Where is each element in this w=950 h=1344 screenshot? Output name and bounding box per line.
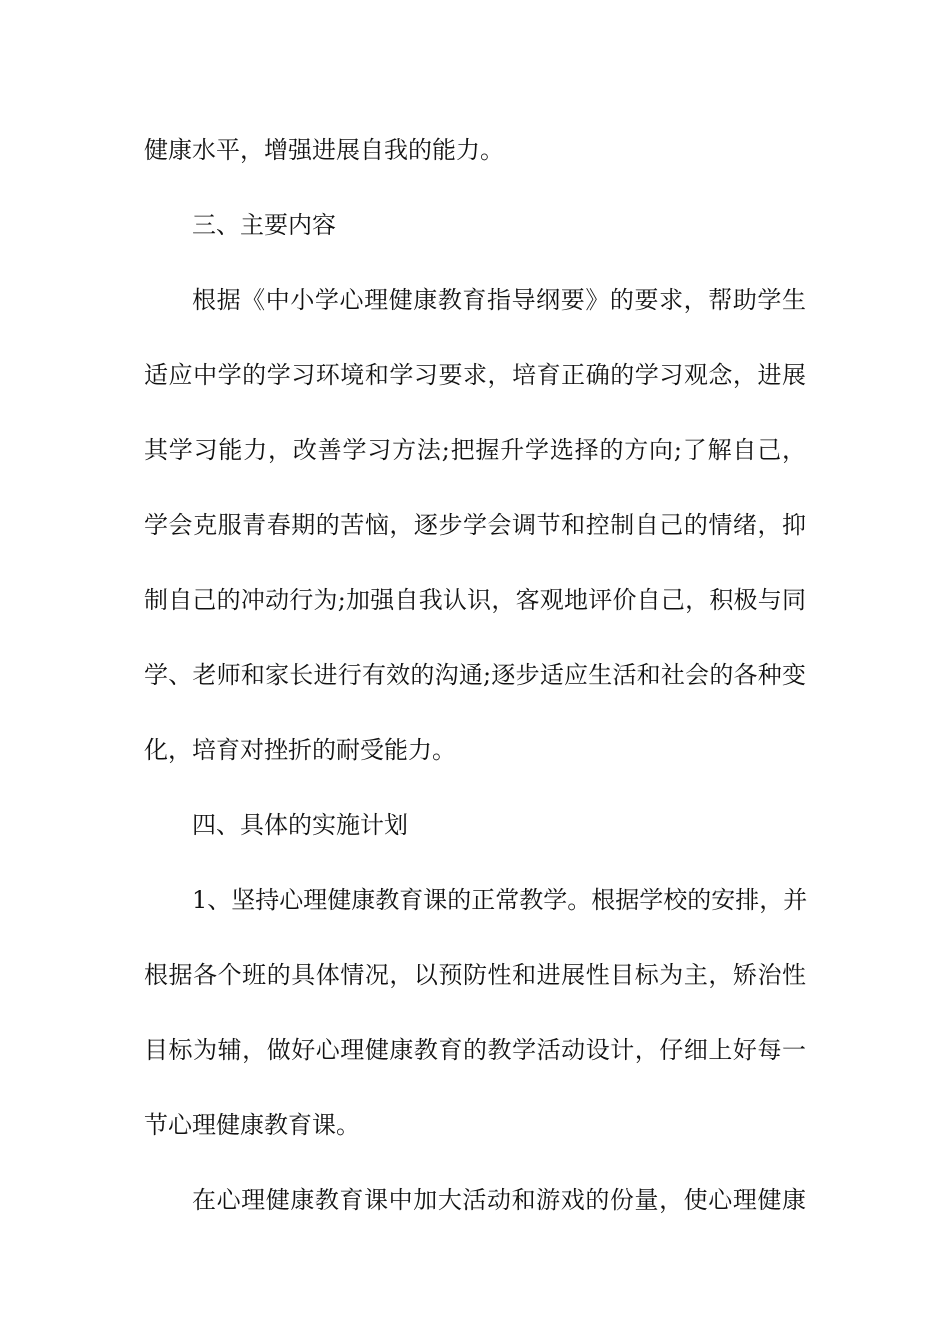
text-line: 其学习能力，改善学习方法;把握升学选择的方向;了解自己，	[144, 436, 806, 464]
text-line: 健康水平，增强进展自我的能力。	[144, 136, 504, 164]
text-line: 制自己的冲动行为;加强自我认识，客观地评价自己，积极与同	[144, 586, 806, 614]
text-line: 根据《中小学心理健康教育指导纲要》的要求，帮助学生	[192, 286, 806, 314]
text-line: 学、老师和家长进行有效的沟通;逐步适应生活和社会的各种变	[144, 661, 806, 689]
text-line: 节心理健康教育课。	[144, 1111, 360, 1139]
text-line: 在心理健康教育课中加大活动和游戏的份量，使心理健康	[192, 1186, 806, 1214]
section-heading: 四、具体的实施计划	[192, 811, 408, 839]
text-line: 化，培育对挫折的耐受能力。	[144, 736, 456, 764]
section-heading: 三、主要内容	[192, 211, 336, 239]
text-line: 学会克服青春期的苦恼，逐步学会调节和控制自己的情绪，抑	[144, 511, 806, 539]
text-line: 目标为辅，做好心理健康教育的教学活动设计，仔细上好每一	[144, 1036, 806, 1064]
text-line: 适应中学的学习环境和学习要求，培育正确的学习观念，进展	[144, 361, 806, 389]
text-line: 1、坚持心理健康教育课的正常教学。根据学校的安排，并	[192, 886, 808, 914]
text-line: 根据各个班的具体情况，以预防性和进展性目标为主，矫治性	[144, 961, 806, 989]
